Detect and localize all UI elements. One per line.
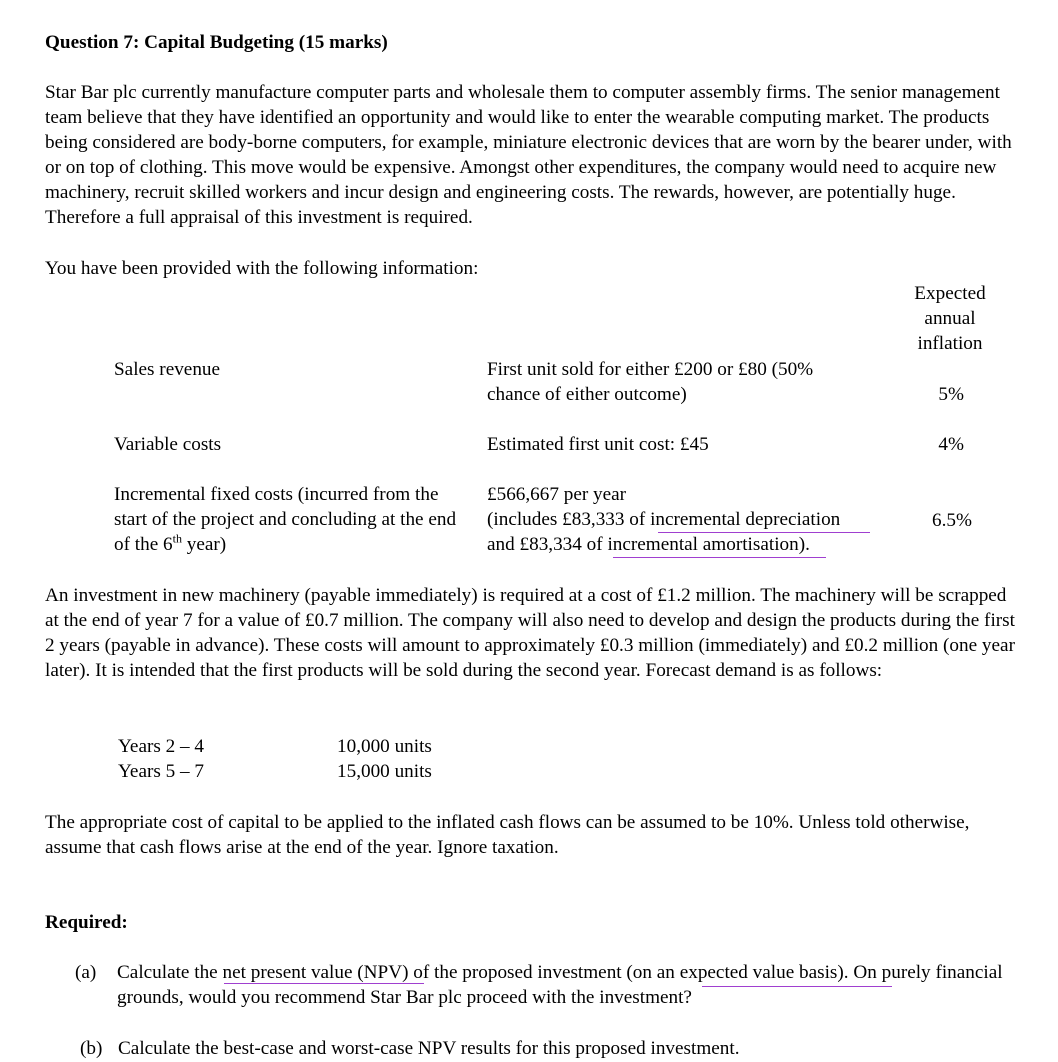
row-label-sales-revenue: Sales revenue	[114, 359, 221, 380]
amortisation-suffix: ).	[798, 534, 810, 555]
expected-value-highlight: expected value basis	[679, 962, 838, 983]
row-inflation-fixed-costs: 6.5%	[932, 510, 972, 531]
annotation-underline	[702, 986, 892, 987]
row-detail-sales-revenue: First unit sold for either £200 or £80 (50% chance of either outcome)	[487, 359, 814, 405]
row-detail-fixed-costs	[487, 482, 907, 557]
intro-paragraph: Star Bar plc currently manufacture computer parts and wholesale them to computer assembly firms. The senior management team believe that they have identified an opportunity and would like to enter the wearable computing market. The products being considered are body-borne computers, for example, miniature electronic devices that are worn by the bearer under, with or on top of clothing. This move would be expensive. Amongst other expenditures, the company would need to acquire new machinery, recruit skilled workers and incur design and engineering costs. The rewards, however, are potentially huge. Therefore a full appraisal of this investment is required.	[45, 82, 1012, 228]
part-b-marker: (b)	[80, 1038, 103, 1059]
fixed-costs-label-sup: th	[172, 531, 182, 546]
inflation-header	[900, 281, 1000, 356]
depreciation-highlight: incremental depreciation	[650, 509, 841, 530]
annotation-underline	[658, 532, 870, 533]
part-a-marker: (a)	[75, 962, 97, 983]
demand-units: 15,000 units	[337, 761, 432, 782]
amortisation-highlight: incremental amortisation	[607, 534, 799, 555]
inflation-header-line: Expected	[914, 283, 986, 304]
investment-paragraph: An investment in new machinery (payable immediately) is required at a cost of £1.2 million. The machinery will be scrapped at the end of year 7 for a value of £0.7 million. The company will also need to develop and design the products during the first 2 years (payable in advance). These costs will amount to approximately £0.3 million (immediately) and £0.2 million (one year later). It is intended that the first products will be sold during the second year. Forecast demand is as follows:	[45, 585, 1015, 681]
fixed-costs-label-text: Incremental fixed costs (incurred from the start of the project and concluding at the end of the 6	[114, 484, 457, 555]
demand-years: Years 2 – 4	[118, 736, 204, 757]
demand-years: Years 5 – 7	[118, 761, 204, 782]
row-inflation-sales-revenue: 5%	[938, 384, 964, 405]
row-label-variable-costs: Variable costs	[114, 434, 222, 455]
fixed-costs-amount: £566,667 per year	[487, 484, 627, 505]
annotation-underline	[613, 557, 826, 558]
part-a-pre: Calculate the	[117, 962, 218, 983]
depreciation-prefix: (includes £83,333 of	[487, 509, 651, 530]
fixed-costs-depreciation-line	[487, 507, 907, 532]
part-a-mid: ) of the proposed investment (on an	[402, 962, 680, 983]
info-lead: You have been provided with the following information:	[45, 258, 479, 279]
amortisation-prefix: and £83,334 of	[487, 534, 608, 555]
row-detail-variable-costs: Estimated first unit cost: £45	[487, 434, 709, 455]
capital-paragraph: The appropriate cost of capital to be applied to the inflated cash flows can be assumed to be 10%. Unless told otherwise, assume that cash flows arise at the end of the year. Ignore taxation.	[45, 812, 970, 858]
required-heading: Required:	[45, 912, 128, 933]
inflation-header-line: annual	[924, 308, 976, 329]
question-title: Question 7: Capital Budgeting (15 marks)	[45, 32, 388, 53]
fixed-costs-amortisation-line	[487, 532, 907, 557]
demand-units: 10,000 units	[337, 736, 432, 757]
inflation-header-line: inflation	[917, 333, 983, 354]
row-label-fixed-costs	[114, 482, 469, 557]
row-inflation-variable-costs: 4%	[938, 434, 964, 455]
annotation-underline	[224, 983, 424, 984]
part-b-text: Calculate the best-case and worst-case NPV results for this proposed investment.	[118, 1038, 740, 1059]
part-a-post: ). On purely financial grounds, would you recommend Star Bar plc proceed with the investment?	[117, 962, 1003, 1008]
part-a-text	[117, 960, 1017, 1010]
npv-highlight: net present value (NPV	[217, 962, 403, 983]
fixed-costs-label-tail: year)	[181, 534, 227, 555]
